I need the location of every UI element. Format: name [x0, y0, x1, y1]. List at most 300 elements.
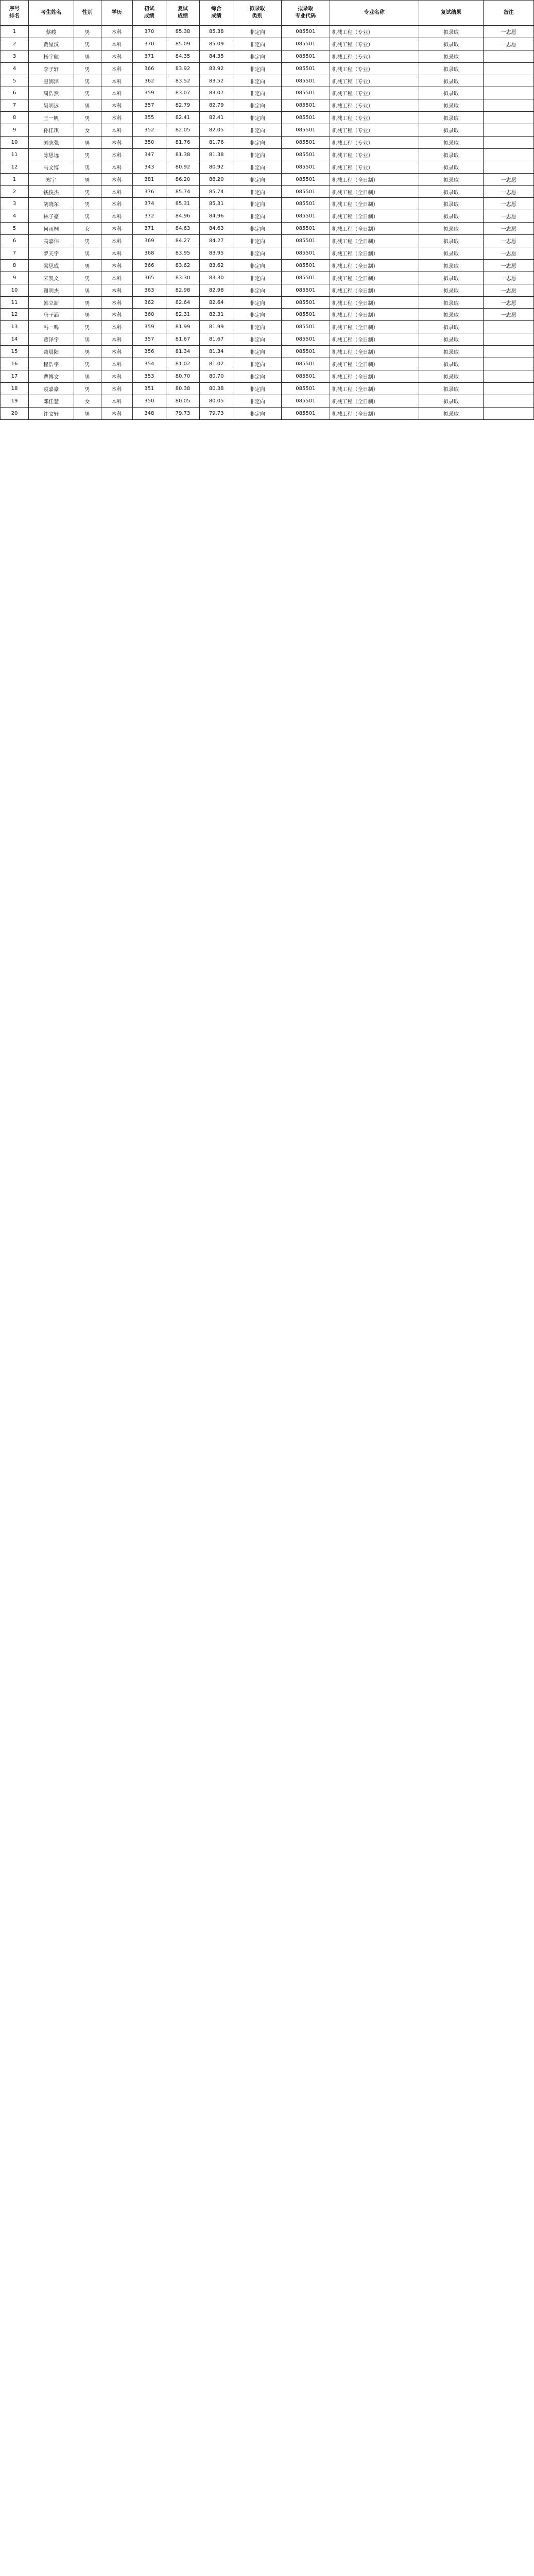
note-cell: 一志愿	[484, 26, 534, 38]
note-cell: 一志愿	[484, 235, 534, 247]
rank-cell: 16	[1, 358, 29, 370]
total-score-cell: 79.73	[200, 407, 233, 419]
education-cell: 本科	[101, 137, 132, 149]
retest-score-cell: 85.38	[166, 26, 199, 38]
initial-score-cell: 370	[132, 38, 166, 50]
table-row	[1, 235, 534, 247]
rank-cell: 6	[1, 87, 29, 99]
table-row	[1, 370, 534, 382]
major-name-cell: 机械工程（专业）	[330, 137, 419, 149]
total-score-cell: 80.70	[200, 370, 233, 382]
table-row	[1, 309, 534, 321]
name-cell: 高嘉伟	[29, 235, 74, 247]
education-cell: 本科	[101, 210, 132, 223]
major-code-cell: 085501	[281, 87, 330, 99]
total-score-cell: 81.02	[200, 358, 233, 370]
major-code-cell: 085501	[281, 148, 330, 161]
major-code-cell: 085501	[281, 137, 330, 149]
result-cell: 拟录取	[419, 333, 483, 346]
note-cell: 一志愿	[484, 259, 534, 272]
name-cell: 冯一鸣	[29, 321, 74, 333]
total-score-cell: 84.27	[200, 235, 233, 247]
initial-score-cell: 368	[132, 247, 166, 260]
rank-cell: 9	[1, 272, 29, 284]
major-name-cell: 机械工程（全日制）	[330, 296, 419, 309]
education-cell: 本科	[101, 99, 132, 112]
major-name-cell: 机械工程（全日制）	[330, 370, 419, 382]
gender-cell: 男	[74, 99, 101, 112]
retest-score-cell: 82.05	[166, 124, 199, 137]
retest-score-header: 复试 成绩	[166, 1, 199, 26]
total-score-cell: 83.62	[200, 259, 233, 272]
note-cell: 一志愿	[484, 296, 534, 309]
total-score-cell: 86.20	[200, 173, 233, 185]
gender-header: 性别	[74, 1, 101, 26]
result-cell: 拟录取	[419, 382, 483, 395]
rank-cell: 6	[1, 235, 29, 247]
total-score-cell: 82.98	[200, 284, 233, 296]
major-code-cell: 085501	[281, 26, 330, 38]
name-cell: 萧晨阳	[29, 346, 74, 358]
table-row	[1, 210, 534, 223]
retest-score-cell: 82.79	[166, 99, 199, 112]
retest-score-cell: 86.20	[166, 173, 199, 185]
name-cell: 梁思成	[29, 259, 74, 272]
major-code-cell: 085501	[281, 185, 330, 198]
name-cell: 孙佳琪	[29, 124, 74, 137]
retest-score-cell: 84.27	[166, 235, 199, 247]
table-row	[1, 75, 534, 87]
retest-score-cell: 79.73	[166, 407, 199, 419]
retest-score-cell: 81.38	[166, 148, 199, 161]
category-cell: 非定向	[233, 148, 282, 161]
retest-score-cell: 82.64	[166, 296, 199, 309]
education-cell: 本科	[101, 272, 132, 284]
table-row	[1, 321, 534, 333]
education-cell: 本科	[101, 370, 132, 382]
category-cell: 非定向	[233, 198, 282, 210]
education-cell: 本科	[101, 333, 132, 346]
major-name-cell: 机械工程（全日制）	[330, 185, 419, 198]
retest-score-cell: 83.92	[166, 62, 199, 75]
rank-cell: 12	[1, 309, 29, 321]
table-row	[1, 38, 534, 50]
major-name-cell: 机械工程（全日制）	[330, 272, 419, 284]
name-cell: 曹博文	[29, 370, 74, 382]
major-code-cell: 085501	[281, 407, 330, 419]
name-cell: 林子豪	[29, 210, 74, 223]
category-cell: 非定向	[233, 50, 282, 62]
note-cell: 一志愿	[484, 272, 534, 284]
initial-score-cell: 359	[132, 87, 166, 99]
education-cell: 本科	[101, 395, 132, 407]
gender-cell: 男	[74, 333, 101, 346]
note-cell: 一志愿	[484, 185, 534, 198]
major-code-cell: 085501	[281, 370, 330, 382]
rank-cell: 18	[1, 382, 29, 395]
education-cell: 本科	[101, 161, 132, 173]
major-name-cell: 机械工程（专业）	[330, 26, 419, 38]
note-cell: 一志愿	[484, 309, 534, 321]
table-row	[1, 198, 534, 210]
note-cell: 一志愿	[484, 38, 534, 50]
initial-score-cell: 372	[132, 210, 166, 223]
retest-score-cell: 83.07	[166, 87, 199, 99]
note-cell	[484, 395, 534, 407]
note-cell: 一志愿	[484, 284, 534, 296]
total-score-cell: 82.79	[200, 99, 233, 112]
major-name-cell: 机械工程（专业）	[330, 99, 419, 112]
retest-score-cell: 84.35	[166, 50, 199, 62]
table-row	[1, 124, 534, 137]
rank-cell: 5	[1, 223, 29, 235]
category-cell: 非定向	[233, 358, 282, 370]
major-name-cell: 机械工程（专业）	[330, 50, 419, 62]
initial-score-cell: 353	[132, 370, 166, 382]
initial-score-cell: 381	[132, 173, 166, 185]
major-code-cell: 085501	[281, 259, 330, 272]
result-cell: 拟录取	[419, 112, 483, 124]
initial-score-cell: 350	[132, 137, 166, 149]
category-cell: 非定向	[233, 235, 282, 247]
major-name-cell: 机械工程（专业）	[330, 87, 419, 99]
result-cell: 拟录取	[419, 284, 483, 296]
retest-score-cell: 80.05	[166, 395, 199, 407]
education-cell: 本科	[101, 309, 132, 321]
result-cell: 拟录取	[419, 272, 483, 284]
note-cell	[484, 382, 534, 395]
category-cell: 非定向	[233, 333, 282, 346]
major-code-cell: 085501	[281, 382, 330, 395]
total-score-cell: 83.95	[200, 247, 233, 260]
major-code-cell: 085501	[281, 296, 330, 309]
category-cell: 非定向	[233, 112, 282, 124]
rank-cell: 8	[1, 259, 29, 272]
retest-score-cell: 81.67	[166, 333, 199, 346]
category-cell: 非定向	[233, 210, 282, 223]
major-name-cell: 机械工程（全日制）	[330, 346, 419, 358]
rank-cell: 19	[1, 395, 29, 407]
name-cell: 杨宇航	[29, 50, 74, 62]
initial-score-header: 初试 成绩	[132, 1, 166, 26]
name-cell: 许文轩	[29, 407, 74, 419]
note-cell	[484, 87, 534, 99]
total-score-cell: 82.05	[200, 124, 233, 137]
table-row	[1, 284, 534, 296]
retest-score-cell: 82.31	[166, 309, 199, 321]
table-row	[1, 112, 534, 124]
total-score-cell: 84.63	[200, 223, 233, 235]
table-row	[1, 185, 534, 198]
gender-cell: 男	[74, 173, 101, 185]
retest-score-cell: 84.63	[166, 223, 199, 235]
table-row	[1, 272, 534, 284]
major-code-cell: 085501	[281, 173, 330, 185]
table-body	[1, 26, 534, 420]
initial-score-cell: 359	[132, 321, 166, 333]
note-cell	[484, 346, 534, 358]
total-score-cell: 83.07	[200, 87, 233, 99]
initial-score-cell: 362	[132, 75, 166, 87]
total-score-cell: 80.38	[200, 382, 233, 395]
category-cell: 非定向	[233, 346, 282, 358]
major-name-cell: 机械工程（专业）	[330, 161, 419, 173]
major-code-cell: 085501	[281, 210, 330, 223]
education-cell: 本科	[101, 284, 132, 296]
result-cell: 拟录取	[419, 321, 483, 333]
name-cell: 韩立新	[29, 296, 74, 309]
result-cell: 拟录取	[419, 346, 483, 358]
major-name-cell: 机械工程（专业）	[330, 38, 419, 50]
retest-score-cell: 85.31	[166, 198, 199, 210]
name-cell: 郑宇	[29, 173, 74, 185]
major-name-cell: 机械工程（全日制）	[330, 247, 419, 260]
name-cell: 周浩然	[29, 87, 74, 99]
gender-cell: 男	[74, 185, 101, 198]
result-cell: 拟录取	[419, 247, 483, 260]
retest-score-cell: 81.34	[166, 346, 199, 358]
result-cell: 拟录取	[419, 173, 483, 185]
name-cell: 宋凯文	[29, 272, 74, 284]
education-cell: 本科	[101, 382, 132, 395]
note-cell	[484, 358, 534, 370]
note-cell: 一志愿	[484, 247, 534, 260]
result-cell: 拟录取	[419, 137, 483, 149]
rank-cell: 8	[1, 112, 29, 124]
category-cell: 非定向	[233, 309, 282, 321]
result-cell: 拟录取	[419, 62, 483, 75]
rank-cell: 7	[1, 99, 29, 112]
category-cell: 非定向	[233, 161, 282, 173]
initial-score-cell: 371	[132, 223, 166, 235]
major-code-cell: 085501	[281, 62, 330, 75]
table-row	[1, 99, 534, 112]
name-cell: 赵润泽	[29, 75, 74, 87]
rank-cell: 10	[1, 137, 29, 149]
major-name-cell: 机械工程（专业）	[330, 124, 419, 137]
category-cell: 非定向	[233, 382, 282, 395]
initial-score-cell: 365	[132, 272, 166, 284]
retest-score-cell: 85.74	[166, 185, 199, 198]
note-cell: 一志愿	[484, 173, 534, 185]
note-header: 备注	[484, 1, 534, 26]
major-name-cell: 机械工程（全日制）	[330, 407, 419, 419]
result-cell: 拟录取	[419, 38, 483, 50]
gender-cell: 男	[74, 137, 101, 149]
major-code-cell: 085501	[281, 284, 330, 296]
major-code-cell: 085501	[281, 272, 330, 284]
total-score-header: 综合 成绩	[200, 1, 233, 26]
table-row	[1, 346, 534, 358]
category-cell: 非定向	[233, 370, 282, 382]
rank-cell: 3	[1, 198, 29, 210]
category-cell: 非定向	[233, 124, 282, 137]
major-code-cell: 085501	[281, 38, 330, 50]
table-row	[1, 247, 534, 260]
name-cell: 罗天宇	[29, 247, 74, 260]
category-header: 拟录取 类别	[233, 1, 282, 26]
rank-cell: 1	[1, 173, 29, 185]
retest-score-cell: 81.02	[166, 358, 199, 370]
gender-cell: 男	[74, 272, 101, 284]
initial-score-cell: 350	[132, 395, 166, 407]
initial-score-cell: 356	[132, 346, 166, 358]
major-code-cell: 085501	[281, 358, 330, 370]
education-cell: 本科	[101, 358, 132, 370]
initial-score-cell: 351	[132, 382, 166, 395]
table-row	[1, 87, 534, 99]
retest-score-cell: 82.98	[166, 284, 199, 296]
total-score-cell: 83.30	[200, 272, 233, 284]
major-name-cell: 机械工程（专业）	[330, 62, 419, 75]
gender-cell: 男	[74, 112, 101, 124]
major-name-cell: 机械工程（全日制）	[330, 198, 419, 210]
major-name-cell: 机械工程（全日制）	[330, 358, 419, 370]
category-cell: 非定向	[233, 296, 282, 309]
education-cell: 本科	[101, 247, 132, 260]
result-cell: 拟录取	[419, 210, 483, 223]
name-cell: 唐子涵	[29, 309, 74, 321]
rank-cell: 9	[1, 124, 29, 137]
gender-cell: 男	[74, 235, 101, 247]
note-cell	[484, 161, 534, 173]
result-cell: 拟录取	[419, 161, 483, 173]
result-cell: 拟录取	[419, 296, 483, 309]
result-cell: 拟录取	[419, 198, 483, 210]
rank-cell: 14	[1, 333, 29, 346]
note-cell	[484, 62, 534, 75]
result-cell: 拟录取	[419, 407, 483, 419]
education-header: 学历	[101, 1, 132, 26]
gender-cell: 男	[74, 382, 101, 395]
education-cell: 本科	[101, 259, 132, 272]
gender-cell: 男	[74, 370, 101, 382]
gender-cell: 男	[74, 358, 101, 370]
note-cell	[484, 75, 534, 87]
name-cell: 陈思远	[29, 148, 74, 161]
rank-cell: 17	[1, 370, 29, 382]
major-name-cell: 机械工程（专业）	[330, 75, 419, 87]
admission-table	[0, 0, 534, 420]
education-cell: 本科	[101, 38, 132, 50]
retest-score-cell: 84.96	[166, 210, 199, 223]
rank-cell: 4	[1, 210, 29, 223]
category-cell: 非定向	[233, 272, 282, 284]
category-cell: 非定向	[233, 284, 282, 296]
major-name-cell: 机械工程（全日制）	[330, 382, 419, 395]
rank-cell: 3	[1, 50, 29, 62]
result-cell: 拟录取	[419, 259, 483, 272]
category-cell: 非定向	[233, 75, 282, 87]
major-code-cell: 085501	[281, 346, 330, 358]
total-score-cell: 83.92	[200, 62, 233, 75]
gender-cell: 女	[74, 395, 101, 407]
category-cell: 非定向	[233, 407, 282, 419]
major-code-cell: 085501	[281, 99, 330, 112]
rank-cell: 11	[1, 148, 29, 161]
retest-score-cell: 81.76	[166, 137, 199, 149]
name-cell: 蔡峻	[29, 26, 74, 38]
category-cell: 非定向	[233, 173, 282, 185]
table-row	[1, 259, 534, 272]
category-cell: 非定向	[233, 137, 282, 149]
major-name-cell: 机械工程（全日制）	[330, 284, 419, 296]
major-name-cell: 机械工程（全日制）	[330, 259, 419, 272]
initial-score-cell: 343	[132, 161, 166, 173]
rank-cell: 10	[1, 284, 29, 296]
education-cell: 本科	[101, 198, 132, 210]
table-row	[1, 148, 534, 161]
gender-cell: 男	[74, 321, 101, 333]
gender-cell: 男	[74, 259, 101, 272]
gender-cell: 女	[74, 124, 101, 137]
initial-score-cell: 354	[132, 358, 166, 370]
table-row	[1, 395, 534, 407]
major-code-cell: 085501	[281, 124, 330, 137]
gender-cell: 男	[74, 284, 101, 296]
gender-cell: 男	[74, 346, 101, 358]
total-score-cell: 85.74	[200, 185, 233, 198]
table-header-row	[1, 1, 534, 26]
major-code-cell: 085501	[281, 321, 330, 333]
initial-score-cell: 348	[132, 407, 166, 419]
rank-cell: 12	[1, 161, 29, 173]
major-name-cell: 机械工程（全日制）	[330, 309, 419, 321]
table-row	[1, 382, 534, 395]
retest-score-cell: 81.99	[166, 321, 199, 333]
gender-cell: 男	[74, 198, 101, 210]
category-cell: 非定向	[233, 99, 282, 112]
initial-score-cell: 357	[132, 333, 166, 346]
note-cell: 一志愿	[484, 210, 534, 223]
result-cell: 拟录取	[419, 50, 483, 62]
major-code-cell: 085501	[281, 247, 330, 260]
admission-list-sheet	[0, 0, 534, 420]
category-cell: 非定向	[233, 223, 282, 235]
major-name-cell: 机械工程（全日制）	[330, 321, 419, 333]
result-cell: 拟录取	[419, 75, 483, 87]
result-cell: 拟录取	[419, 26, 483, 38]
gender-cell: 男	[74, 296, 101, 309]
initial-score-cell: 347	[132, 148, 166, 161]
name-cell: 董泽宇	[29, 333, 74, 346]
total-score-cell: 81.67	[200, 333, 233, 346]
gender-cell: 男	[74, 407, 101, 419]
table-row	[1, 223, 534, 235]
initial-score-cell: 363	[132, 284, 166, 296]
rank-cell: 5	[1, 75, 29, 87]
education-cell: 本科	[101, 407, 132, 419]
major-name-header: 专业名称	[330, 1, 419, 26]
category-cell: 非定向	[233, 395, 282, 407]
education-cell: 本科	[101, 148, 132, 161]
note-cell	[484, 148, 534, 161]
name-cell: 吴明远	[29, 99, 74, 112]
initial-score-cell: 366	[132, 259, 166, 272]
retest-score-cell: 83.95	[166, 247, 199, 260]
name-cell: 王一帆	[29, 112, 74, 124]
major-name-cell: 机械工程（全日制）	[330, 173, 419, 185]
table-row	[1, 358, 534, 370]
category-cell: 非定向	[233, 38, 282, 50]
note-cell	[484, 407, 534, 419]
retest-score-cell: 80.70	[166, 370, 199, 382]
category-cell: 非定向	[233, 185, 282, 198]
retest-score-cell: 82.41	[166, 112, 199, 124]
gender-cell: 男	[74, 87, 101, 99]
gender-cell: 女	[74, 223, 101, 235]
result-cell: 拟录取	[419, 124, 483, 137]
